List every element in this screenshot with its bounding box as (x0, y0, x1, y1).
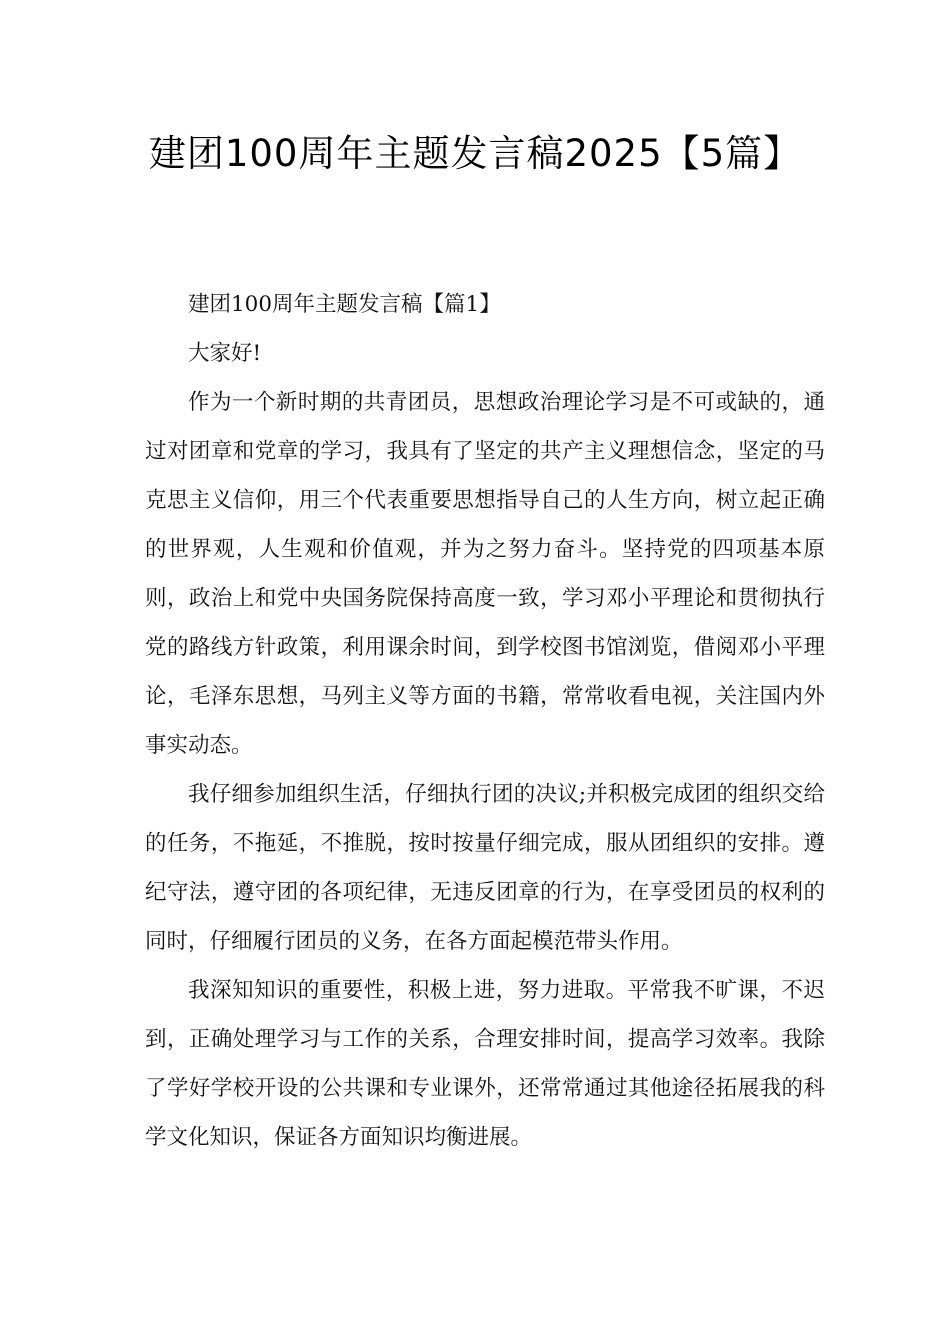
paragraph-3: 我深知知识的重要性，积极上进，努力进取。平常我不旷课，不迟到，正确处理学习与工作的关系，合理安排时间，提高学习效率。我除了学好学校开设的公共课和专业课外，还常常通过其他途径拓展我的科学文化知识，保证各方面知识均衡进展。 (145, 978, 825, 1150)
section-heading: 建团100周年主题发言稿【篇1】 (188, 292, 501, 317)
paragraph-2: 我仔细参加组织生活，仔细执行团的决议;并积极完成团的组织交给的任务，不拖延，不推脱，按时按量仔细完成，服从团组织的安排。遵纪守法，遵守团的各项纪律，无违反团章的行为，在享受团员的权利的同时，仔细履行团员的义务，在各方面起模范带头作用。 (145, 782, 825, 954)
paragraph-1: 作为一个新时期的共青团员，思想政治理论学习是不可或缺的，通过对团章和党章的学习，我具有了坚定的共产主义理想信念，坚定的马克思主义信仰，用三个代表重要思想指导自己的人生方向，树立起正确的世界观，人生观和价值观，并为之努力奋斗。坚持党的四项基本原则，政治上和党中央国务院保持高度一致，学习邓小平理论和贯彻执行党的路线方针政策，利用课余时间，到学校图书馆浏览，借阅邓小平理论，毛泽东思想，马列主义等方面的书籍，常常收看电视，关注国内外事实动态。 (145, 390, 825, 758)
document-body (145, 280, 825, 1162)
document-title: 建团100周年主题发言稿2025【5篇】 (148, 132, 802, 175)
greeting-line: 大家好! (188, 341, 262, 366)
